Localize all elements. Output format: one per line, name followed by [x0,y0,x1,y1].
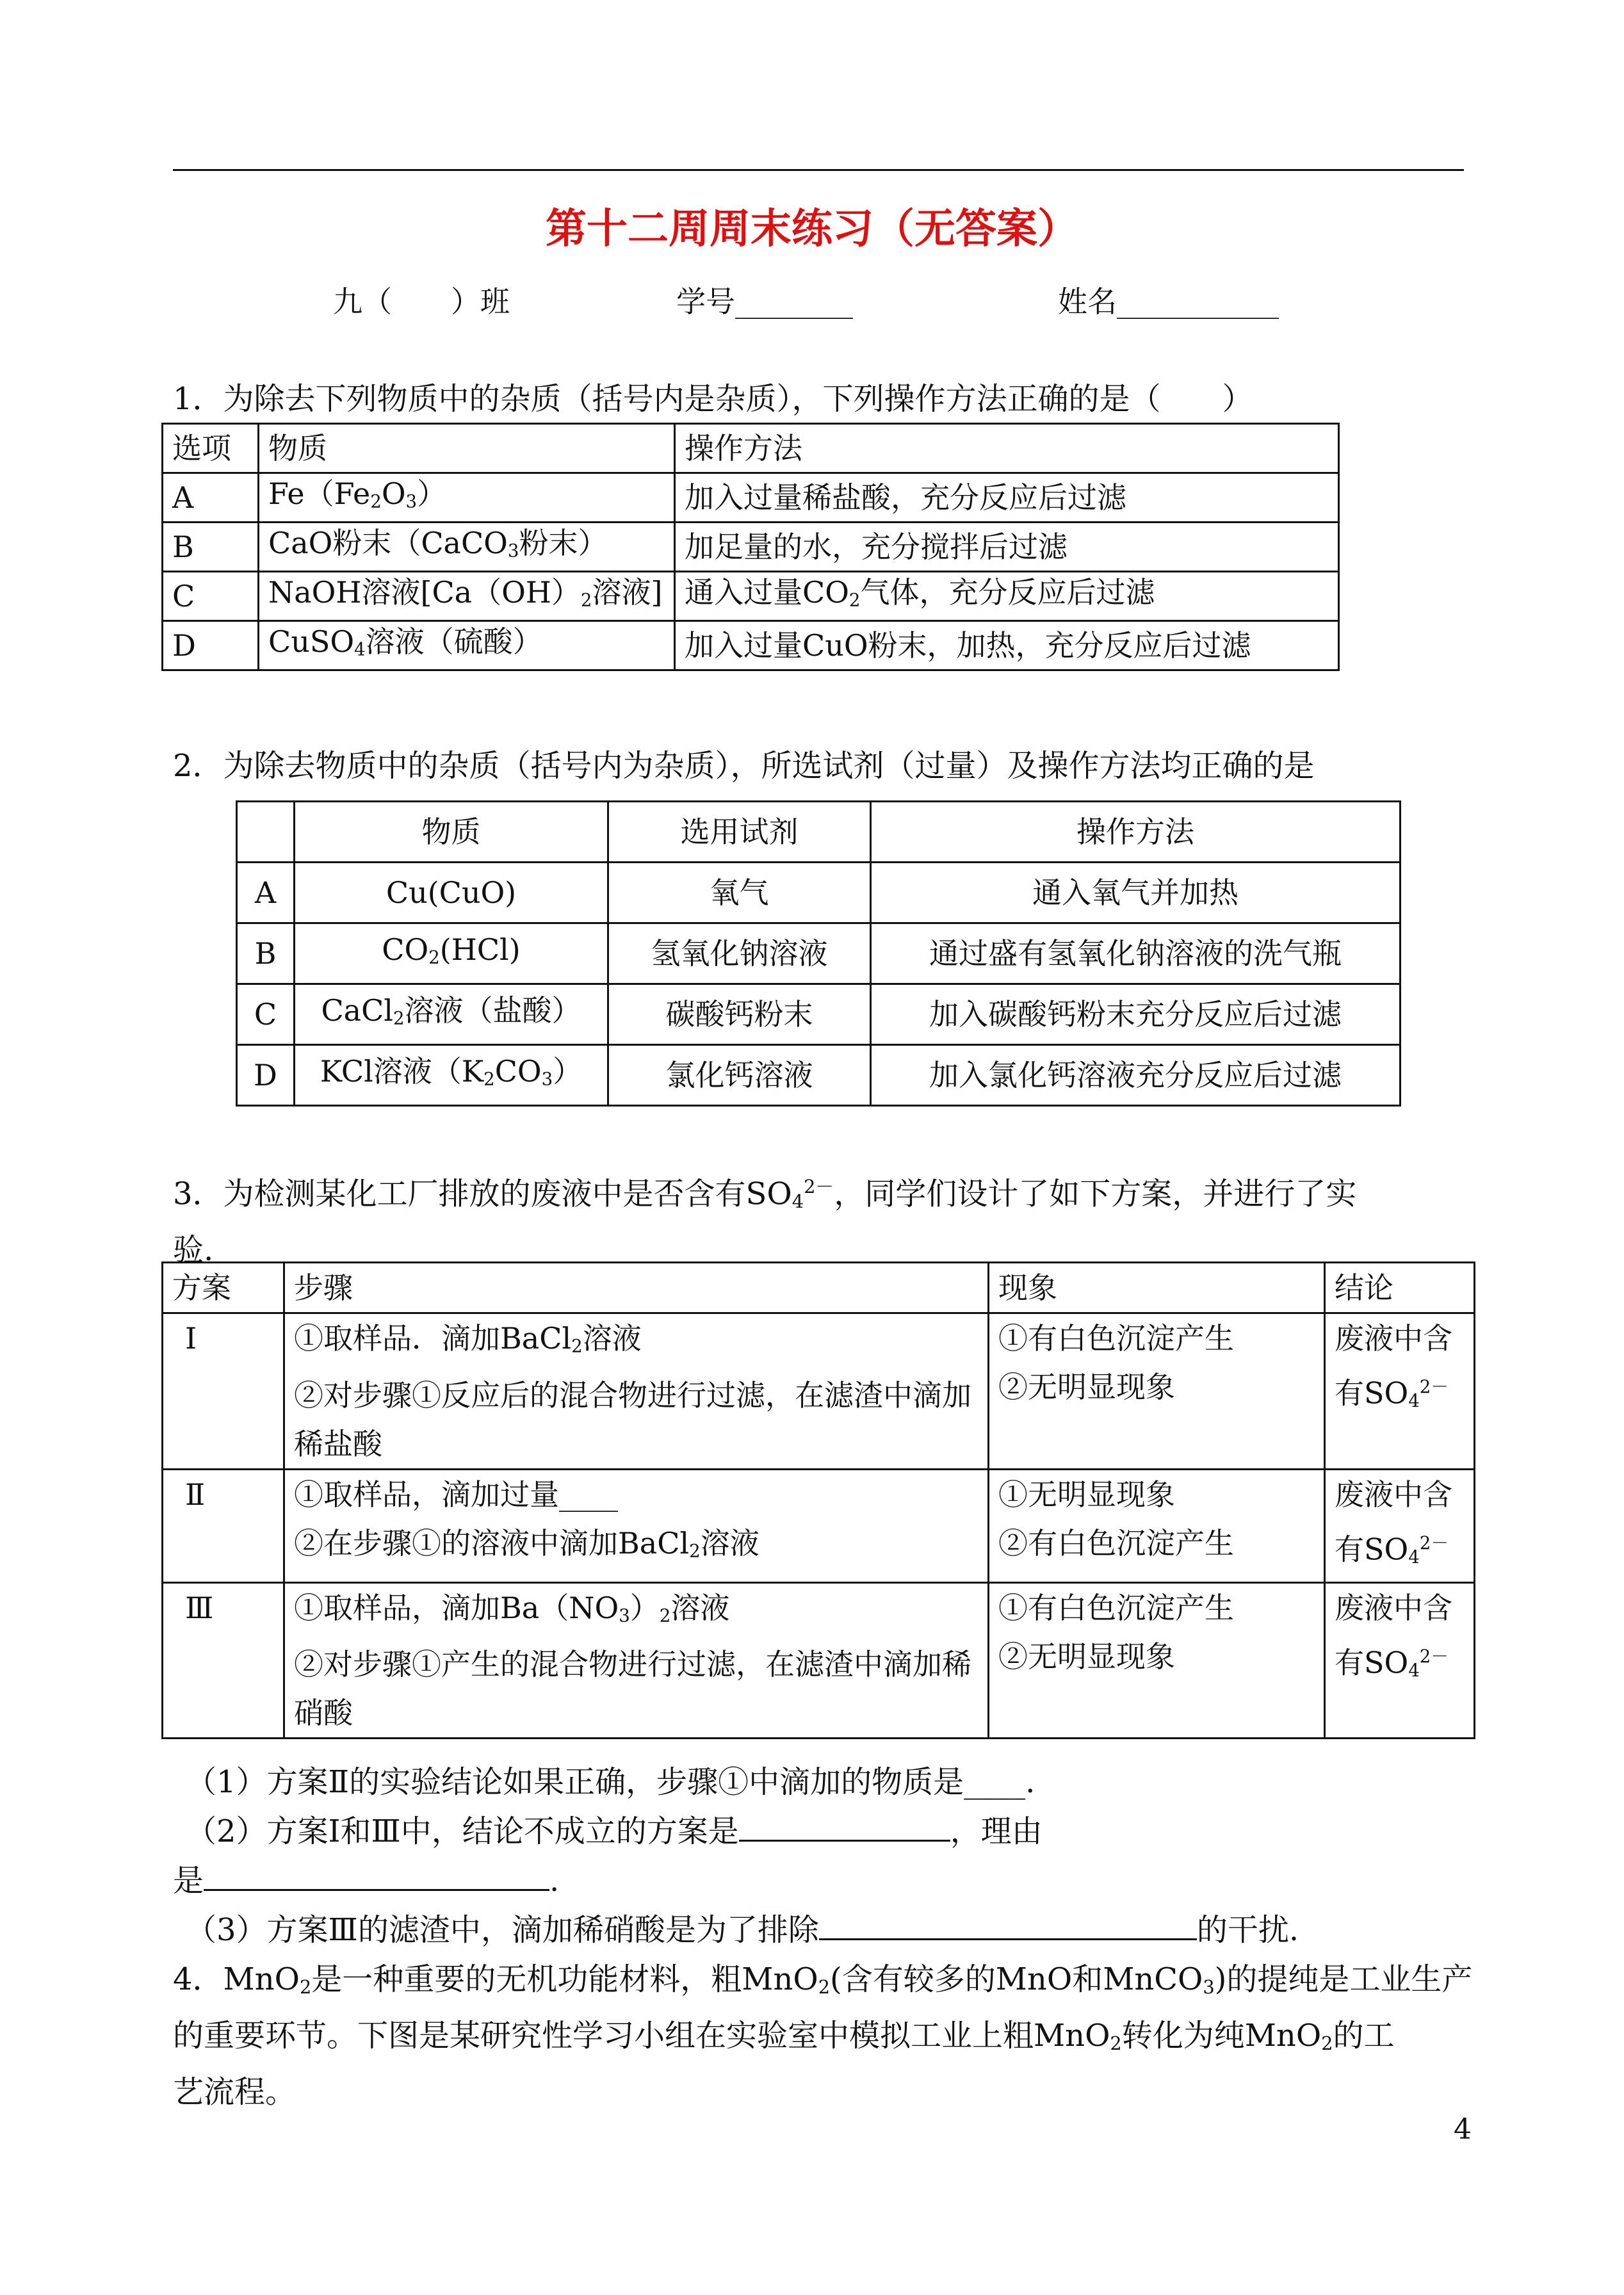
q3-steps: ①取样品，滴加过量____ ②在步骤①的溶液中滴加BaCl2溶液 [284,1469,989,1582]
q1-method: 加入过量CuO粉末，加热，充分反应后过滤 [675,621,1339,670]
subscript: 2 [1321,2032,1333,2054]
q3-sub2-reason-label: 是 [173,1863,204,1899]
q3-sub3-end: 的干扰. [1196,1912,1299,1948]
answer-blank[interactable] [819,1906,1197,1940]
q1-header-row [163,424,1339,473]
q1-method: 通入过量CO2气体，充分反应后过滤 [675,572,1339,621]
subscript: 2 [393,1007,405,1029]
q3-observation: ①无明显现象 ②有白色沉淀产生 [989,1469,1325,1582]
subscript: 2 [818,1975,831,1998]
page-title: 第十二周周末练习（无答案） [546,206,1078,253]
q3-sub2-end: . [549,1863,560,1899]
q1-option: D [163,621,259,670]
q1-table [161,423,1340,671]
q3-conclusion: 废液中含有$SO4^{2-}$ [1325,1313,1475,1470]
q2-substance: Cu(CuO) [295,863,608,923]
q3-sub2-reason: ，理由 [950,1813,1043,1849]
q3-observation: ①有白色沉淀产生 ②无明显现象 [989,1582,1325,1739]
table-row [163,621,1339,670]
q3-plan: Ⅰ [163,1313,284,1470]
q2-substance: CO2(HCl) [295,923,608,984]
q1-substance: CuSO4溶液（硫酸） [259,621,675,670]
subscript: 2 [659,1605,671,1626]
q3-steps: ①取样品．滴加BaCl2溶液 ②对步骤①反应后的混合物进行过滤，在滤渣中滴加稀盐酸 [284,1313,989,1470]
table-row [163,572,1339,621]
q3-conclusion: 废液中含有$SO4^{2-}$ [1325,1582,1475,1739]
q1-substance: NaOH溶液[Ca（OH）2溶液] [259,572,675,621]
q3-steps: ①取样品，滴加Ba（NO3）2溶液 ②对步骤①产生的混合物进行过滤，在滤渣中滴加稀硝酸 [284,1582,989,1739]
q3-conclusion: 废液中含有$SO4^{2-}$ [1325,1469,1475,1582]
q2-option: D [237,1045,295,1106]
q3-plan: Ⅲ [163,1582,284,1739]
q2-header-substance: 物质 [295,802,608,863]
subscript: 2 [428,946,440,968]
subscript: 2 [580,589,592,611]
q1-header-option: 选项 [163,424,259,473]
answer-blank[interactable] [204,1857,549,1891]
table-row [237,923,1401,984]
q1-option: B [163,523,259,572]
superscript: 2－ [804,1176,834,1197]
q3-sub1: （1）方案Ⅱ的实验结论如果正确，步骤①中滴加的物质是____. [186,1764,1035,1800]
subscript: 4 [1408,1659,1420,1681]
superscript: 2－ [1419,1532,1449,1553]
table-row [163,473,1339,523]
q3-sub3 [186,1906,1299,1954]
subscript: 4 [1408,1390,1420,1412]
q3-sub2-cont [173,1856,559,1905]
q2-stem: 2．为除去物质中的杂质（括号内为杂质），所选试剂（过量）及操作方法均正确的是 [173,748,1315,784]
table-row [163,523,1339,572]
q2-header-option [237,802,295,863]
student-id-label: 学号________ [676,284,853,319]
table-row [163,1582,1475,1739]
subscript: 2 [370,491,382,512]
q3-header-observation: 现象 [989,1263,1325,1313]
q2-method: 加入氯化钙溶液充分反应后过滤 [871,1045,1401,1106]
q2-header-reagent: 选用试剂 [608,802,871,863]
subscript: 2 [571,1335,583,1357]
q1-method: 加足量的水，充分搅拌后过滤 [675,523,1339,572]
subscript: 3 [619,1605,630,1626]
q2-substance: KCl溶液（K2CO3） [295,1045,608,1106]
q1-header-method: 操作方法 [675,424,1339,473]
q2-option: C [237,984,295,1045]
q3-table [161,1261,1475,1739]
q3-sub3-text: （3）方案Ⅲ的滤渣中，滴加稀硝酸是为了排除 [186,1912,819,1948]
page-number: 4 [1454,2113,1472,2146]
q1-method: 加入过量稀盐酸，充分反应后过滤 [675,473,1339,523]
q2-reagent: 氢氧化钠溶液 [608,923,871,984]
subscript: 4 [792,1190,804,1213]
subscript: 2 [483,1068,495,1090]
subscript: 2 [689,1540,701,1562]
q2-option: A [237,863,295,923]
answer-blank[interactable] [739,1808,950,1842]
q1-substance: Fe（Fe2O3） [259,473,675,523]
q2-header-row [237,802,1401,863]
q2-method: 加入碳酸钙粉末充分反应后过滤 [871,984,1401,1045]
q4-text: 4．MnO2是一种重要的无机功能材料，粗MnO2(含有较多的MnO和MnCO3)的提纯是工业生产 的重要环节。下图是某研究性学习小组在实验室中模拟工业上粗MnO2转化为纯MnO2的工 艺流程。 [173,1961,1473,2110]
q1-option: A [163,473,259,523]
table-row [237,863,1401,923]
q3-header-plan: 方案 [163,1263,284,1313]
subscript: 2 [299,1975,312,1998]
q3-stem: 3．为检测某化工厂排放的废液中是否含有$SO4^{2-}$，同学们设计了如下方案，并进行了实 验. [173,1176,1357,1269]
table-row [237,1045,1401,1106]
subscript: 4 [1408,1546,1420,1568]
q3-header-conclusion: 结论 [1325,1263,1475,1313]
subscript: 3 [507,540,519,562]
q2-reagent: 氧气 [608,863,871,923]
q3-observation: ①有白色沉淀产生 ②无明显现象 [989,1313,1325,1470]
q2-reagent: 碳酸钙粉末 [608,984,871,1045]
q2-method: 通过盛有氢氧化钠溶液的洗气瓶 [871,923,1401,984]
subscript: 4 [354,638,366,660]
q1-option: C [163,572,259,621]
subscript: 2 [849,589,861,611]
header-rule [173,169,1464,171]
table-row [237,984,1401,1045]
subscript: 2 [1110,2032,1122,2054]
superscript: 2－ [1419,1376,1449,1397]
name-label: 姓名___________ [1058,284,1279,319]
q2-header-method: 操作方法 [871,802,1401,863]
q1-header-substance: 物质 [259,424,675,473]
q2-table [236,800,1401,1107]
q3-sub2 [186,1807,1043,1856]
q2-method: 通入氧气并加热 [871,863,1401,923]
class-label: 九（ ）班 [333,284,510,319]
q3-header-row [163,1263,1475,1313]
q1-stem: 1．为除去下列物质中的杂质（括号内是杂质），下列操作方法正确的是（ ） [173,381,1253,417]
q1-substance: CaO粉末（CaCO3粉末） [259,523,675,572]
q3-sub2-text: （2）方案Ⅰ和Ⅲ中，结论不成立的方案是 [186,1813,739,1849]
subscript: 3 [541,1068,553,1090]
q3-header-steps: 步骤 [284,1263,989,1313]
q2-reagent: 氯化钙溶液 [608,1045,871,1106]
table-row [163,1469,1475,1582]
q2-substance: CaCl2溶液（盐酸） [295,984,608,1045]
table-row [163,1313,1475,1470]
subscript: 3 [405,491,418,512]
subscript: 3 [1203,1975,1215,1998]
q3-plan: Ⅱ [163,1469,284,1582]
superscript: 2－ [1419,1645,1449,1667]
q2-option: B [237,923,295,984]
